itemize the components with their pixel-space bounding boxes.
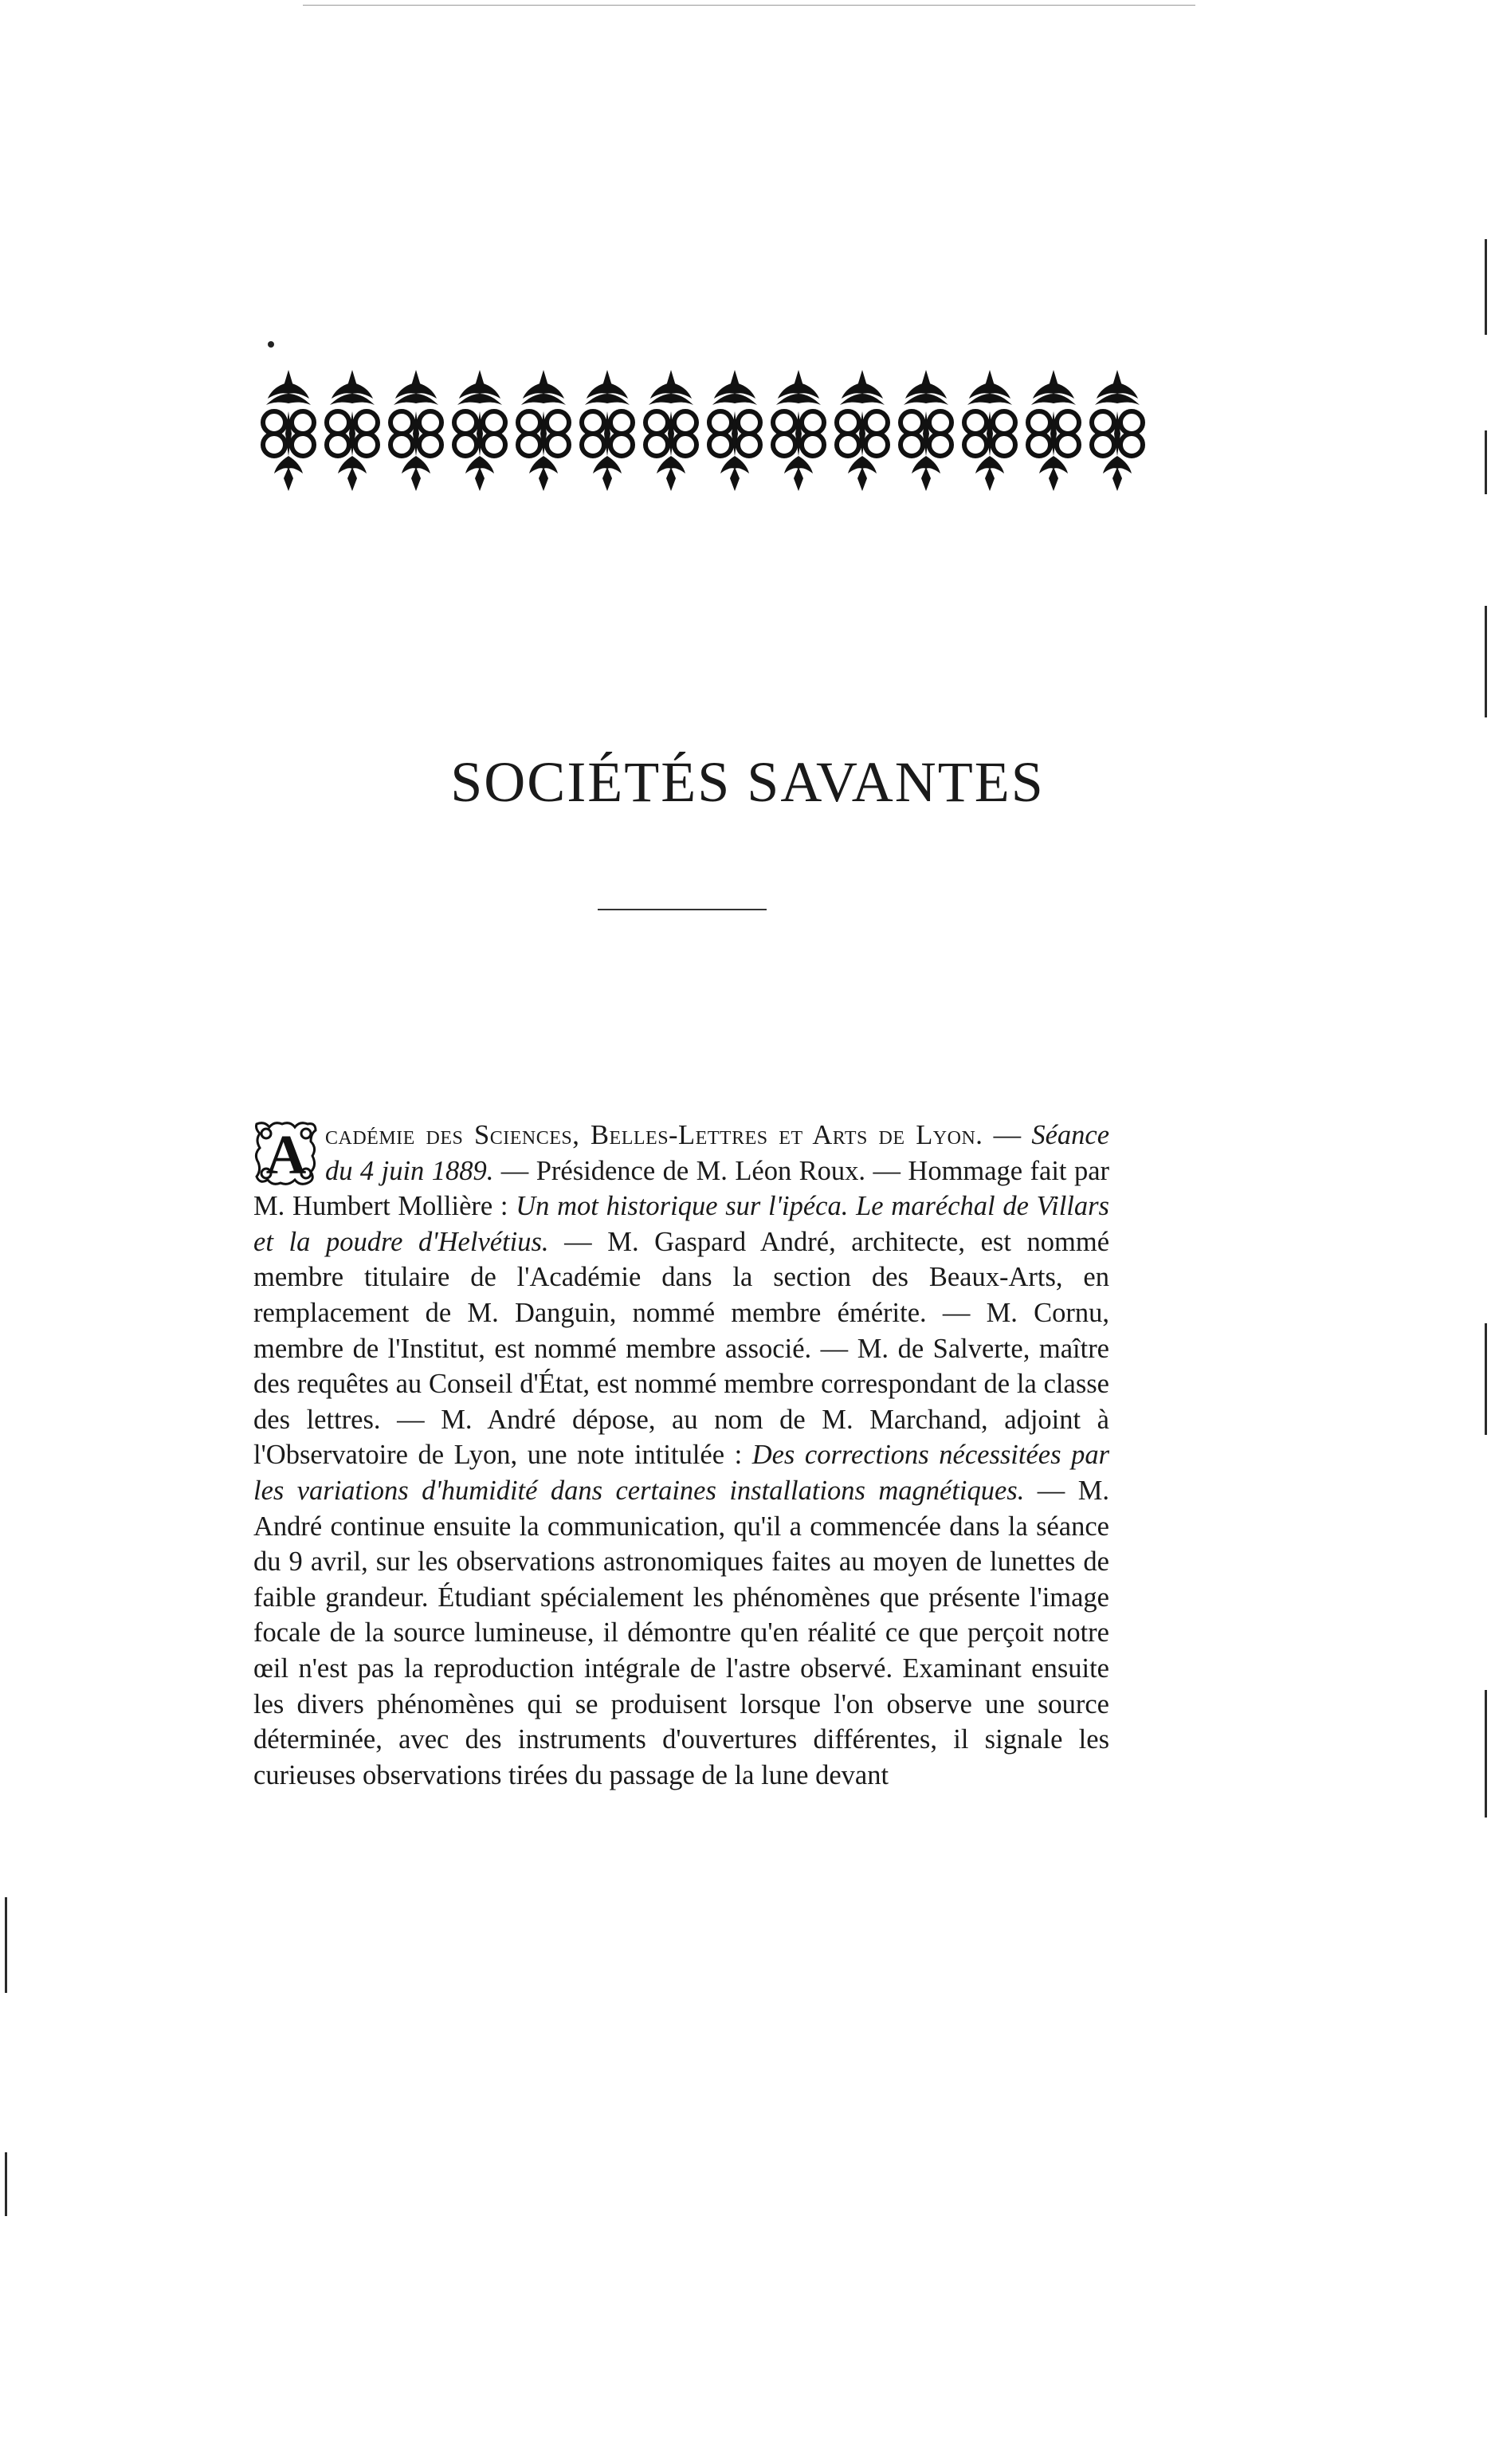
text-presidence: — Présidence de M. Léon Roux. — Hommage fait par M. Humbert Mollière :: [253, 1155, 1110, 1222]
scan-edge-mark: [5, 1897, 7, 1993]
heading-dash: —: [983, 1120, 1032, 1150]
scan-edge-mark: [1485, 430, 1487, 494]
scan-edge-mark: [5, 2152, 7, 2216]
scan-edge-mark: [1485, 239, 1487, 335]
scan-edge-mark: [1485, 1323, 1487, 1435]
seance-date: Séance du 4 juin 1889.: [325, 1120, 1110, 1186]
dropcap-letter: A: [265, 1125, 307, 1186]
stray-dot: [268, 341, 274, 348]
scan-top-rule: [303, 5, 1195, 6]
hommage-title: Un mot historique sur l'ipéca. Le maréchal de Villars et la poudre d'Helvétius.: [253, 1191, 1109, 1257]
scan-edge-mark: [1485, 606, 1487, 717]
article-heading: cadémie des Sciences, Belles-Lettres et Arts de Lyon.: [325, 1120, 983, 1150]
text-nominations: — M. Gaspard André, architecte, est nommé membre titulaire de l'Académie dans la section des Beaux-Arts, en remplacement de M. Danguin, nommé membre émérite. — M. Cornu, membre de l'Institut, est nommé membre associé. — M. de Salverte, maître des requêtes au Conseil d'État, est nommé membre correspondant de la classe des lettres. — M. André dépose, au nom de M. Marchand, adjoint à l'Observatoire de Lyon, une note intitulée :: [253, 1226, 1110, 1471]
scan-edge-mark: [1485, 1690, 1487, 1818]
text-communication: — M. André continue ensuite la communication, qu'il a commencée dans la séance du 9 avril, sur les observations astronomiques faites au moyen de lunettes de faible grandeur. Étudiant spécialement les phénomènes que présente l'image focale de la source lumineuse, il démontre qu'en réalité ce que perçoit notre œil n'est pas la reproduction intégrale de l'astre observé. Examinant ensuite les divers phénomènes qui se produisent lorsque l'on observe une source déterminée, avec des instruments d'ouvertures différentes, il signale les curieuses observations tirées du passage de la lune devant: [253, 1475, 1109, 1790]
dropcap-ornament: [253, 1121, 319, 1186]
article-paragraph: [253, 1118, 1109, 1793]
title-underline: [598, 909, 767, 910]
section-title: SOCIÉTÉS SAVANTES: [450, 750, 1045, 814]
note-title: Des corrections nécessitées par les variations d'humidité dans certaines installations magnétiques.: [253, 1440, 1109, 1506]
ornament-band: [257, 367, 1148, 494]
